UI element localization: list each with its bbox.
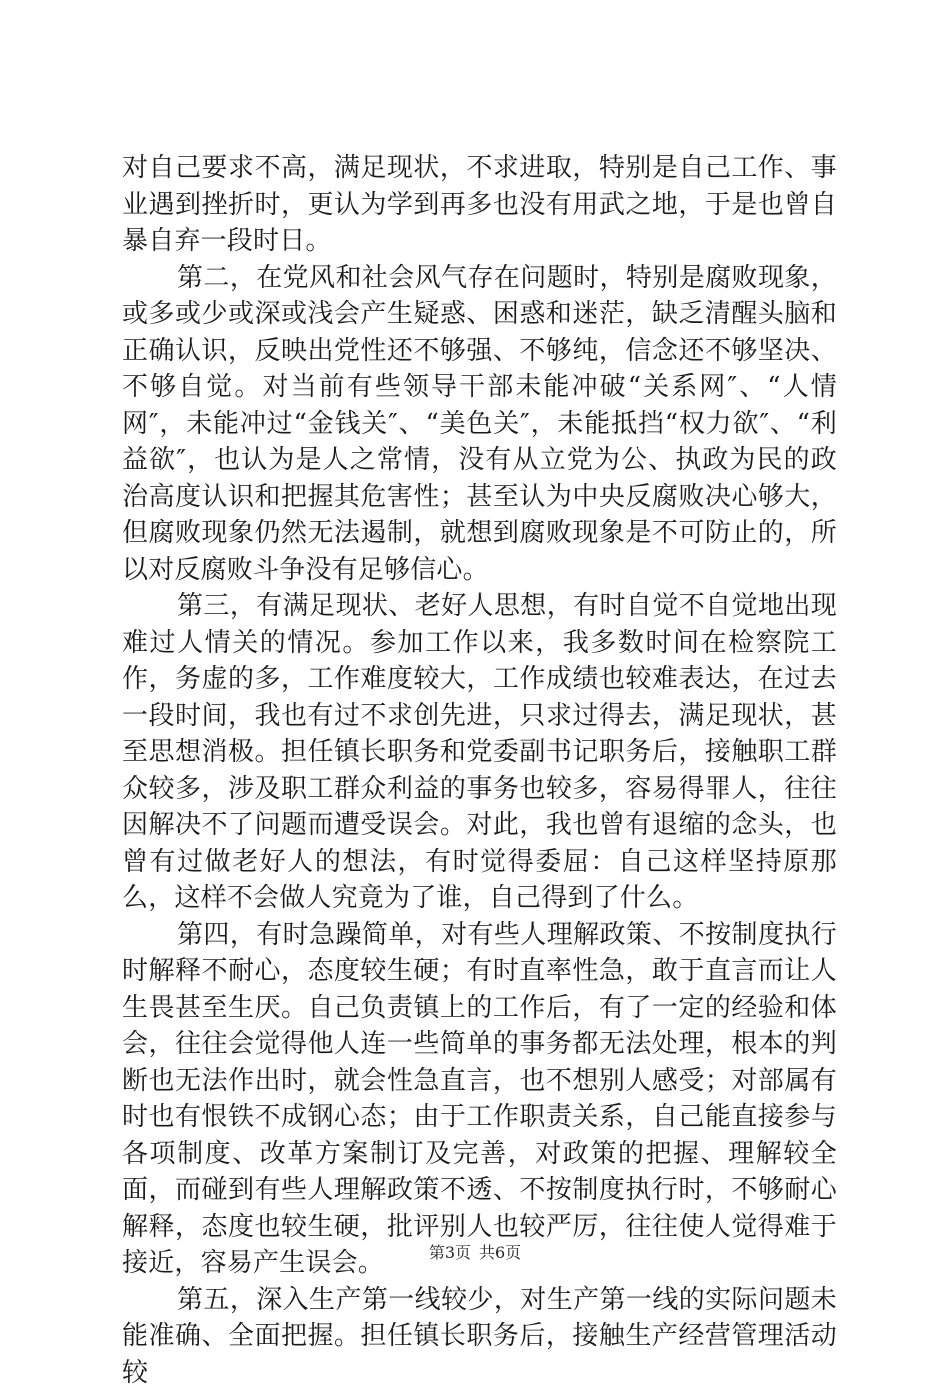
body-text (122, 150, 837, 1391)
paragraph-second: 第二，在党风和社会风气存在问题时，特别是腐败现象，或多或少或深或浅会产生疑惑、困惑和迷茫，缺乏清醒头脑和正确认识，反映出党性还不够强、不够纯，信念还不够坚决、不够自觉。对当前有些领导干部未能冲破“关系网″、“人情网″，未能冲过“金钱关″、“美色关″，未能抵挡“权力欲″、“利益欲″，也认为是人之常情，没有从立党为公、执政为民的政治高度认识和把握其危害性；甚至认为中央反腐败决心够大，但腐败现象仍然无法遏制，就想到腐败现象是不可防止的，所以对反腐败斗争没有足够信心。 (122, 260, 837, 589)
paragraph-third: 第三，有满足现状、老好人思想，有时自觉不自觉地出现难过人情关的情况。参加工作以来，我多数时间在检察院工作，务虚的多，工作难度较大，工作成绩也较难表达，在过去一段时间，我也有过不求创先进，只求过得去，满足现状，甚至思想消极。担任镇长职务和党委副书记职务后，接触职工群众较多，涉及职工群众利益的事务也较多，容易得罪人，往往因解决不了问题而遭受误会。对此，我也曾有退缩的念头，也曾有过做老好人的想法，有时觉得委屈：自己这样坚持原那么，这样不会做人究竟为了谁，自己得到了什么。 (122, 588, 837, 917)
paragraph-fourth: 第四，有时急躁简单，对有些人理解政策、不按制度执行时解释不耐心，态度较生硬；有时直率性急，敢于直言而让人生畏甚至生厌。自己负责镇上的工作后，有了一定的经验和体会，往往会觉得他人连一些简单的事务都无法处理，根本的判断也无法作出时，就会性急直言，也不想别人感受；对部属有时也有恨铁不成钢心态；由于工作职责关系，自己能直接参与各项制度、改革方案制订及完善，对政策的把握、理解较全面，而碰到有些人理解政策不透、不按制度执行时，不够耐心解释，态度也较生硬，批评别人也较严厉，往往使人觉得难于接近，容易产生误会。 (122, 917, 837, 1282)
page-footer (0, 1243, 950, 1263)
paragraph-fifth: 第五，深入生产第一线较少，对生产第一线的实际问题未能准确、全面把握。担任镇长职务后，接触生产经营管理活动较 (122, 1282, 837, 1391)
page-total: 共6页 (479, 1243, 521, 1262)
paragraph-continuation: 对自己要求不高，满足现状，不求进取，特别是自己工作、事业遇到挫折时，更认为学到再多也没有用武之地，于是也曾自暴自弃一段时日。 (122, 150, 837, 260)
page-number: 第3页 (429, 1243, 471, 1262)
